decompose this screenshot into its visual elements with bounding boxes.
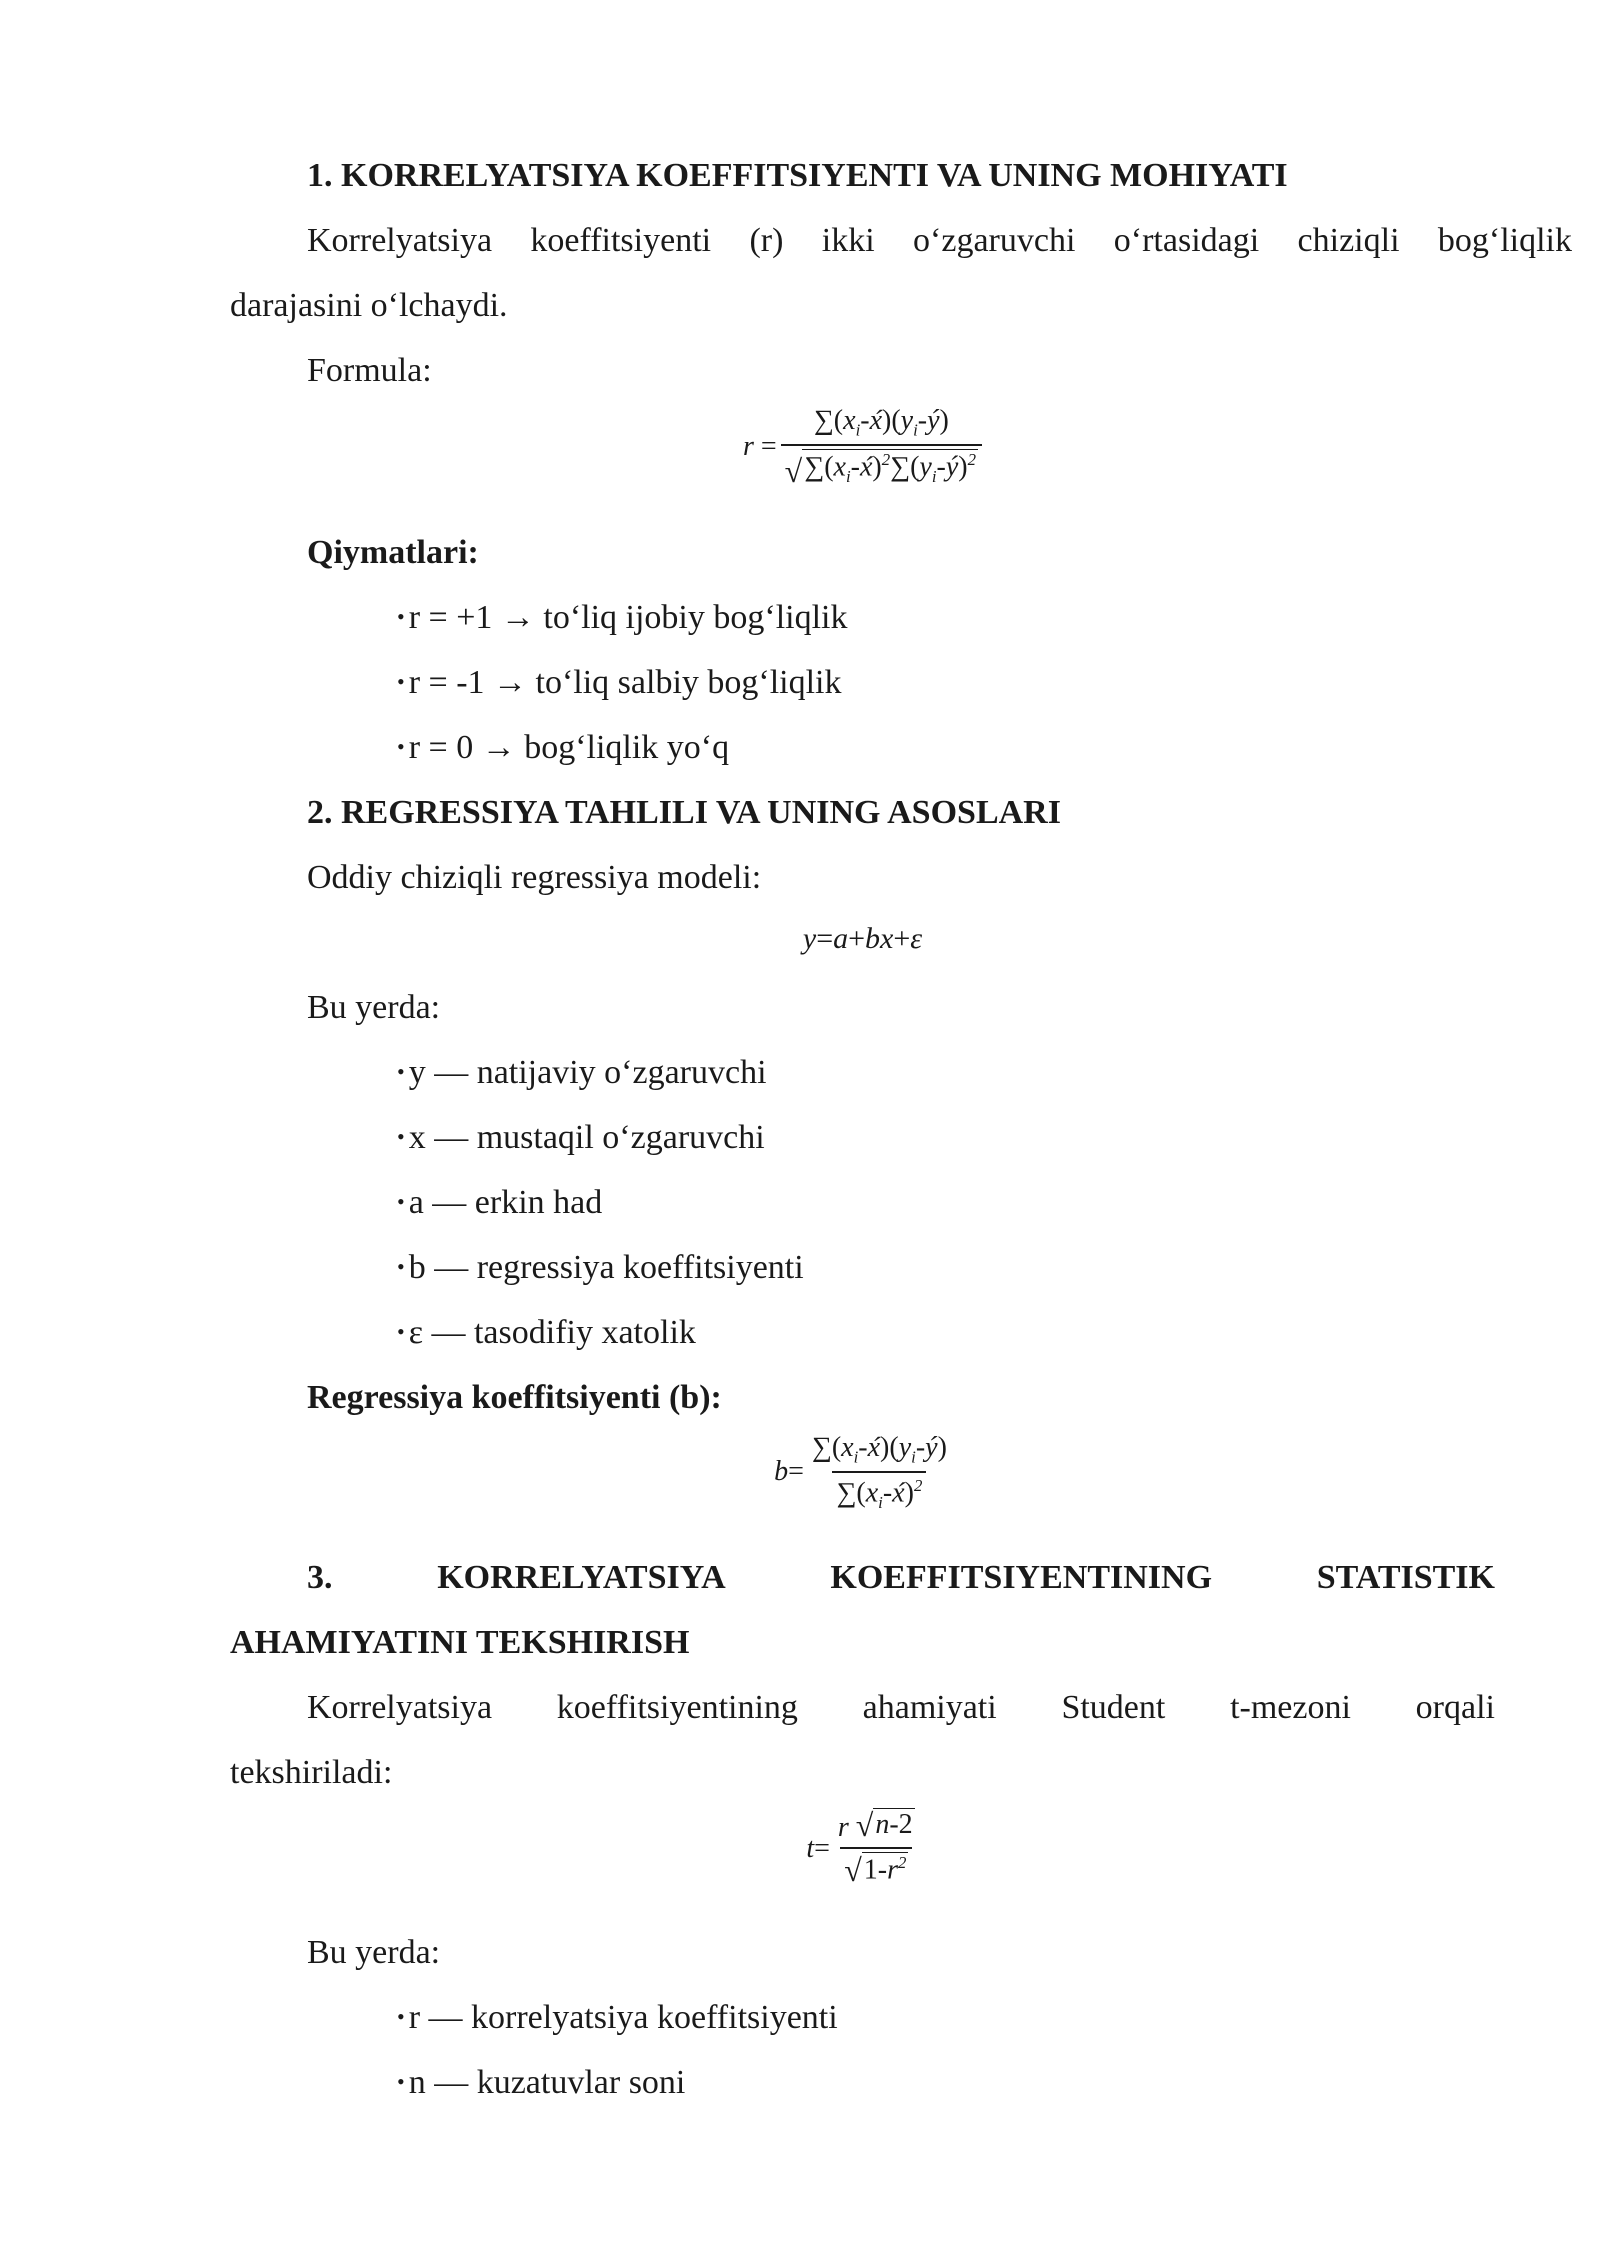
- regression-coef-formula: b = $\frac{\sum(x_i-x́)(y_i-ý)}{\sum(x_i-x́)^2}$: [774, 1432, 947, 1512]
- bullet-icon: •: [397, 2069, 405, 2094]
- value-item-2: • r = -1 → to‘liq salbiy bog‘liqlik: [397, 664, 842, 701]
- model-label: Oddiy chiziqli regressiya modeli:: [307, 859, 762, 896]
- where-label-1: Bu yerda:: [307, 989, 441, 1026]
- bullet-icon: •: [397, 669, 405, 694]
- term-item-a: • a — erkin had: [397, 1184, 603, 1221]
- term-item-epsilon: • ε — tasodifiy xatolik: [397, 1314, 696, 1351]
- section-1-paragraph-line-1: Korrelyatsiya koeffitsiyenti (r) ikki o‘zgaruvchi o‘rtasidagi chiziqli bog‘liqlik: [307, 222, 1572, 259]
- section-3-heading-line-1: 3. KORRELYATSIYA KOEFFITSIYENTINING STATISTIK: [307, 1559, 1495, 1596]
- value-item-3: • r = 0 → bog‘liqlik yo‘q: [397, 729, 730, 766]
- regression-coef-heading: Regressiya koeffitsiyenti (b):: [307, 1379, 722, 1416]
- section-3-heading-line-2: AHAMIYATINI TEKSHIRISH: [230, 1624, 690, 1661]
- section-3-paragraph-line-2: tekshiriladi:: [230, 1754, 393, 1791]
- term-item-n: • n — kuzatuvlar soni: [397, 2064, 686, 2101]
- term-item-r: • r — korrelyatsiya koeffitsiyenti: [397, 1999, 838, 2036]
- regression-model-formula: y = a + bx + ε: [802, 922, 923, 955]
- section-1-heading: 1. KORRELYATSIYA KOEFFITSIYENTI VA UNING MOHIYATI: [307, 157, 1288, 194]
- section-2-heading: 2. REGRESSIYA TAHLILI VA UNING ASOSLARI: [307, 794, 1061, 831]
- term-item-x: • x — mustaqil o‘zgaruvchi: [397, 1119, 765, 1156]
- section-1-paragraph-line-2: darajasini o‘lchaydi.: [230, 287, 508, 324]
- values-heading: Qiymatlari:: [307, 534, 479, 571]
- bullet-icon: •: [397, 2004, 405, 2029]
- bullet-icon: •: [397, 1319, 405, 1344]
- term-item-b: • b — regressiya koeffitsiyenti: [397, 1249, 804, 1286]
- formula-label: Formula:: [307, 352, 432, 389]
- value-item-1: • r = +1 → to‘liq ijobiy bog‘liqlik: [397, 599, 848, 636]
- bullet-icon: •: [397, 1059, 405, 1084]
- section-3-paragraph-line-1: Korrelyatsiya koeffitsiyentining ahamiyati Student t-mezoni orqali: [307, 1689, 1495, 1726]
- bullet-icon: •: [397, 734, 405, 759]
- bullet-icon: •: [397, 1254, 405, 1279]
- term-item-y: • y — natijaviy o‘zgaruvchi: [397, 1054, 767, 1091]
- where-label-2: Bu yerda:: [307, 1934, 441, 1971]
- bullet-icon: •: [397, 1189, 405, 1214]
- bullet-icon: •: [397, 604, 405, 629]
- bullet-icon: •: [397, 1124, 405, 1149]
- t-test-formula: t = r √ n-2 √ $1-r^2$: [806, 1807, 913, 1889]
- correlation-formula: r = $\sum(x_i-x́)(y_i-ý)$ √ $\sum(x_i-x́)^2\sum(y_i-ý)^2$: [230, 405, 1495, 490]
